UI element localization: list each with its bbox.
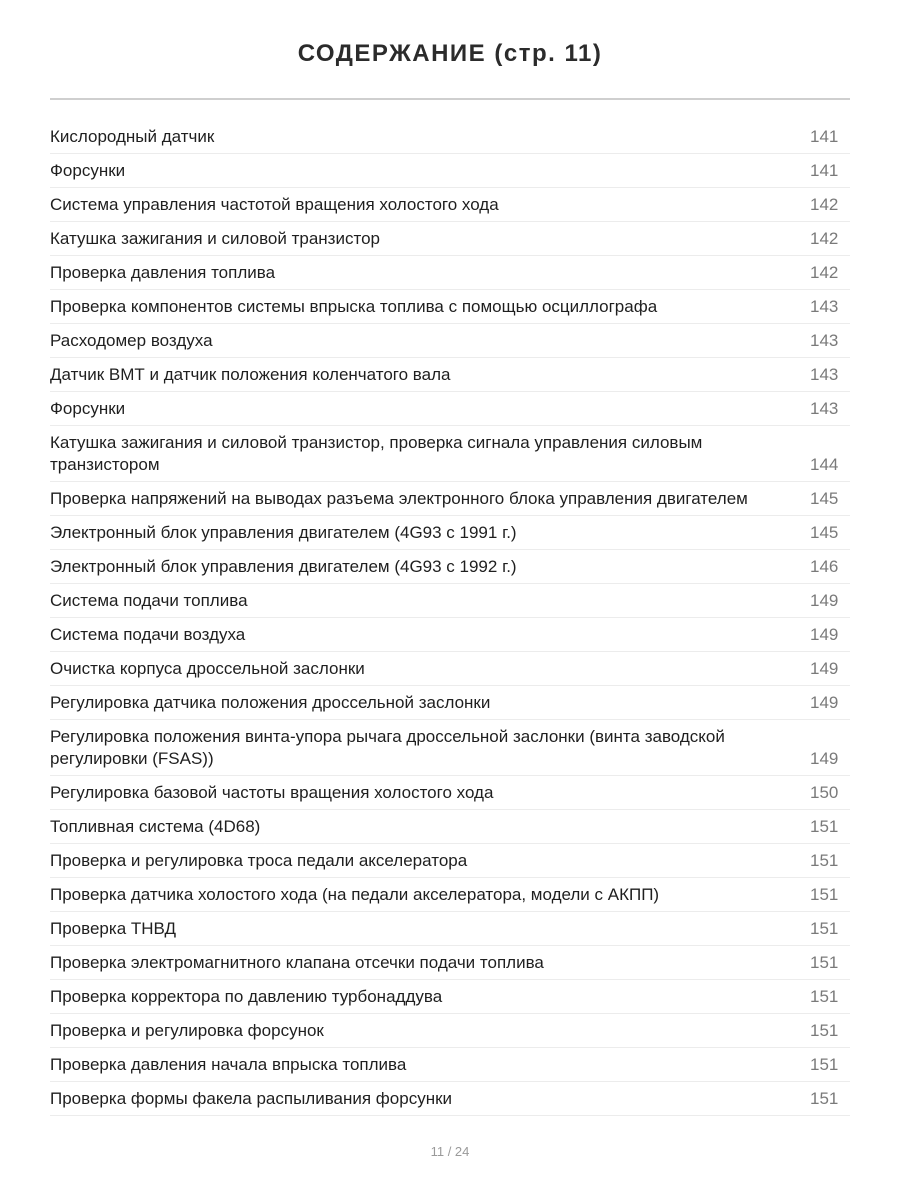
toc-entry-title: Электронный блок управления двигателем (4G93 с 1992 г.) xyxy=(50,557,517,576)
toc-entry-title: Система управления частотой вращения холостого хода xyxy=(50,195,499,214)
toc-entry-title: Топливная система (4D68) xyxy=(50,817,261,836)
toc-entry-title: Проверка корректора по давлению турбонаддува xyxy=(50,987,443,1006)
toc-entry[interactable] xyxy=(50,652,850,686)
toc-entry-page: 151 xyxy=(810,1021,839,1040)
toc-entry[interactable] xyxy=(50,550,850,584)
toc-entry[interactable] xyxy=(50,516,850,550)
toc-entry-page: 143 xyxy=(810,365,839,384)
toc-entry-title: Регулировка датчика положения дроссельной заслонки xyxy=(50,693,491,712)
toc-entry-page: 143 xyxy=(810,297,839,316)
toc-entry[interactable] xyxy=(50,844,850,878)
toc-entry-title: Катушка зажигания и силовой транзистор, проверка сигнала управления силовым транзистором xyxy=(50,433,703,474)
toc-entry-page: 142 xyxy=(810,195,839,214)
toc-entry-title: Очистка корпуса дроссельной заслонки xyxy=(50,659,365,678)
toc-entry[interactable] xyxy=(50,256,850,290)
toc-entry-page: 142 xyxy=(810,229,839,248)
toc-entry-title: Регулировка положения винта-упора рычага дроссельной заслонки (винта заводской регулировки (FSAS)) xyxy=(50,727,725,768)
toc-entry-page: 151 xyxy=(810,885,839,904)
toc-entry[interactable] xyxy=(50,358,850,392)
toc-entry-title: Форсунки xyxy=(50,161,126,180)
toc-entry[interactable] xyxy=(50,426,850,482)
toc-entry-title: Система подачи воздуха xyxy=(50,625,246,644)
toc-entry-title: Форсунки xyxy=(50,399,126,418)
toc-entry[interactable] xyxy=(50,324,850,358)
toc-entry-title: Проверка давления начала впрыска топлива xyxy=(50,1055,407,1074)
toc-entry-page: 149 xyxy=(810,749,839,768)
toc-entry[interactable] xyxy=(50,392,850,426)
toc-entry-title: Датчик ВМТ и датчик положения коленчатого вала xyxy=(50,365,451,384)
toc-entry-page: 151 xyxy=(810,817,839,836)
toc-entry-title: Катушка зажигания и силовой транзистор xyxy=(50,229,380,248)
toc-entry[interactable] xyxy=(50,720,850,776)
table-of-contents xyxy=(50,120,850,1116)
toc-entry-title: Проверка электромагнитного клапана отсечки подачи топлива xyxy=(50,953,544,972)
toc-entry-page: 141 xyxy=(810,127,839,146)
toc-entry-title: Расходомер воздуха xyxy=(50,331,213,350)
toc-entry-title: Проверка датчика холостого хода (на педали акселератора, модели с АКПП) xyxy=(50,885,660,904)
toc-entry-page: 149 xyxy=(810,625,839,644)
toc-entry-page: 149 xyxy=(810,591,839,610)
toc-entry[interactable] xyxy=(50,1048,850,1082)
toc-entry-title: Проверка напряжений на выводах разъема электронного блока управления двигателем xyxy=(50,489,748,508)
toc-entry[interactable] xyxy=(50,222,850,256)
toc-entry-title: Проверка формы факела распыливания форсунки xyxy=(50,1089,453,1108)
toc-entry-title: Проверка и регулировка троса педали акселератора xyxy=(50,851,468,870)
toc-entry-page: 150 xyxy=(810,783,839,802)
toc-entry-page: 149 xyxy=(810,659,839,678)
toc-entry-title: Проверка ТНВД xyxy=(50,919,177,938)
toc-entry[interactable] xyxy=(50,154,850,188)
toc-entry[interactable] xyxy=(50,584,850,618)
toc-entry[interactable] xyxy=(50,946,850,980)
toc-entry[interactable] xyxy=(50,290,850,324)
toc-entry[interactable] xyxy=(50,1014,850,1048)
toc-entry-title: Электронный блок управления двигателем (4G93 с 1991 г.) xyxy=(50,523,517,542)
toc-entry-page: 145 xyxy=(810,523,839,542)
toc-entry[interactable] xyxy=(50,120,850,154)
toc-entry[interactable] xyxy=(50,188,850,222)
toc-entry[interactable] xyxy=(50,1082,850,1116)
toc-entry-page: 144 xyxy=(810,455,839,474)
toc-entry[interactable] xyxy=(50,810,850,844)
toc-entry[interactable] xyxy=(50,618,850,652)
toc-entry[interactable] xyxy=(50,878,850,912)
toc-entry[interactable] xyxy=(50,686,850,720)
toc-entry-page: 151 xyxy=(810,919,839,938)
page-pagination: 11 / 24 xyxy=(430,1144,470,1159)
toc-entry-page: 151 xyxy=(810,953,839,972)
toc-entry[interactable] xyxy=(50,980,850,1014)
toc-entry-page: 151 xyxy=(810,1055,839,1074)
toc-entry-title: Кислородный датчик xyxy=(50,127,215,146)
toc-entry-title: Регулировка базовой частоты вращения холостого хода xyxy=(50,783,494,802)
toc-entry-page: 142 xyxy=(810,263,839,282)
toc-entry-title: Проверка и регулировка форсунок xyxy=(50,1021,324,1040)
toc-entry[interactable] xyxy=(50,776,850,810)
toc-entry-title: Проверка компонентов системы впрыска топлива с помощью осциллографа xyxy=(50,297,658,316)
page-title: СОДЕРЖАНИЕ (стр. 11) xyxy=(297,40,603,67)
toc-entry-page: 151 xyxy=(810,851,839,870)
toc-entry-page: 149 xyxy=(810,693,839,712)
toc-entry-title: Проверка давления топлива xyxy=(50,263,276,282)
toc-entry-page: 143 xyxy=(810,399,839,418)
toc-entry-page: 151 xyxy=(810,1089,839,1108)
title-divider xyxy=(50,98,850,100)
toc-entry-page: 145 xyxy=(810,489,839,508)
toc-entry-title: Система подачи топлива xyxy=(50,591,248,610)
toc-entry[interactable] xyxy=(50,482,850,516)
toc-entry-page: 143 xyxy=(810,331,839,350)
toc-entry-page: 146 xyxy=(810,557,839,576)
toc-entry[interactable] xyxy=(50,912,850,946)
toc-entry-page: 141 xyxy=(810,161,839,180)
toc-entry-page: 151 xyxy=(810,987,839,1006)
